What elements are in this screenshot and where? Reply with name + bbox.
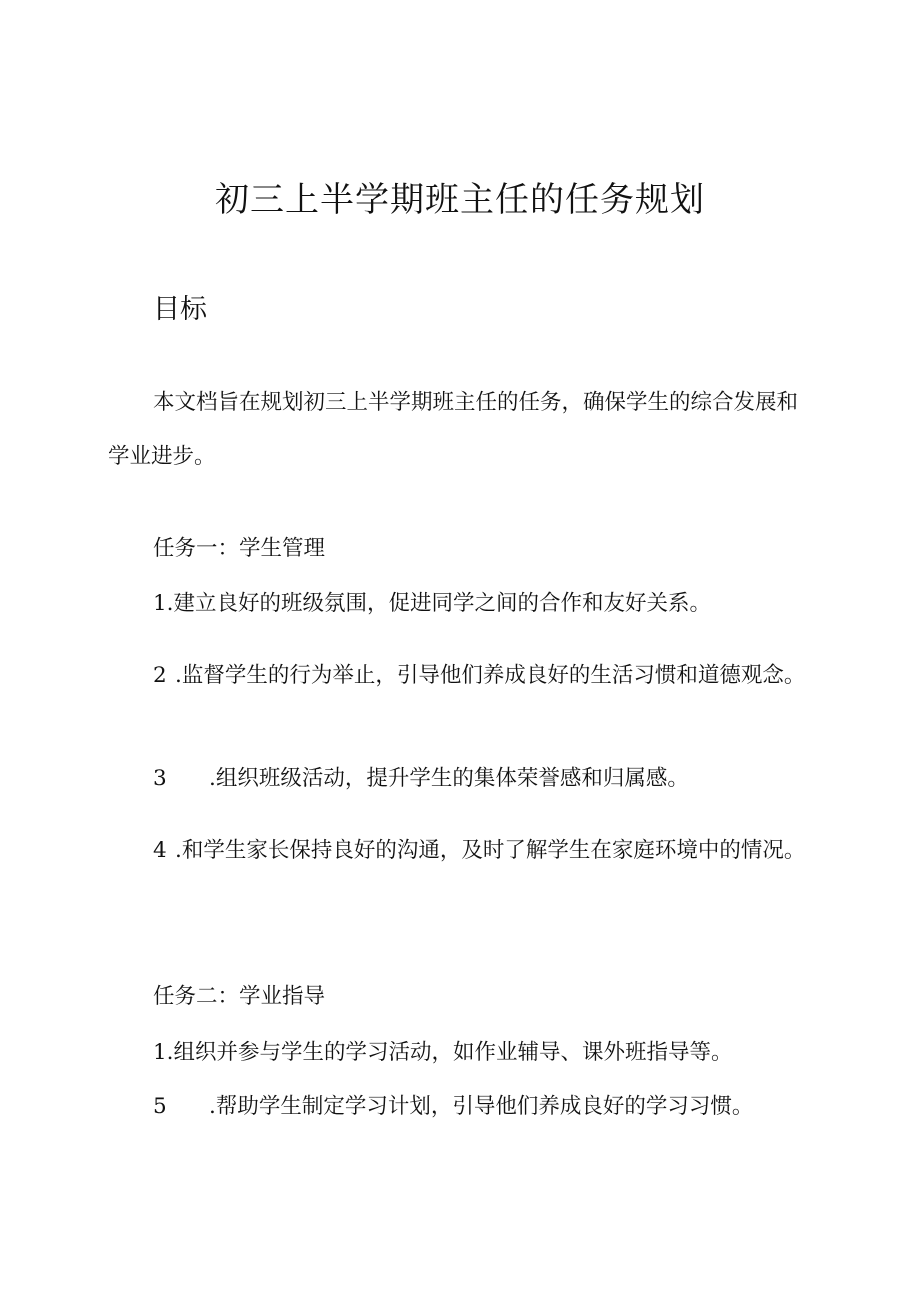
item-text: .监督学生的行为举止，引导他们养成良好的生活习惯和道德观念。 — [175, 663, 806, 688]
task2-item-1 — [108, 1030, 813, 1076]
item-text: 组织并参与学生的学习活动，如作业辅导、课外班指导等。 — [173, 1040, 733, 1065]
item-text: .组织班级活动，提升学生的集体荣誉感和归属感。 — [209, 766, 689, 791]
document-title: 初三上半学期班主任的任务规划 — [215, 180, 705, 220]
task1-item-3 — [108, 756, 813, 802]
item-number: 4 — [153, 838, 167, 863]
item-number: 2 — [153, 663, 167, 688]
task1-item-4 — [108, 827, 813, 875]
item-number: 1. — [153, 1040, 174, 1065]
intro-paragraph: 本文档旨在规划初三上半学期班主任的任务，确保学生的综合发展和学业进步。 — [108, 390, 799, 469]
section-heading-goal: 目标 — [153, 294, 207, 325]
item-text: 建立良好的班级氛围，促进同学之间的合作和友好关系。 — [173, 591, 712, 616]
item-number: 5 — [153, 1094, 167, 1119]
task1-item-2 — [108, 652, 813, 700]
task1-item-1 — [108, 581, 813, 627]
task1-heading: 任务一：学生管理 — [153, 536, 326, 561]
task2-item-2 — [108, 1084, 813, 1130]
item-text: .帮助学生制定学习计划，引导他们养成良好的学习习惯。 — [209, 1094, 754, 1119]
task2-heading: 任务二：学业指导 — [153, 984, 326, 1009]
item-number: 1. — [153, 591, 174, 616]
item-text: .和学生家长保持良好的沟通，及时了解学生在家庭环境中的情况。 — [175, 838, 806, 863]
item-number: 3 — [153, 766, 167, 791]
